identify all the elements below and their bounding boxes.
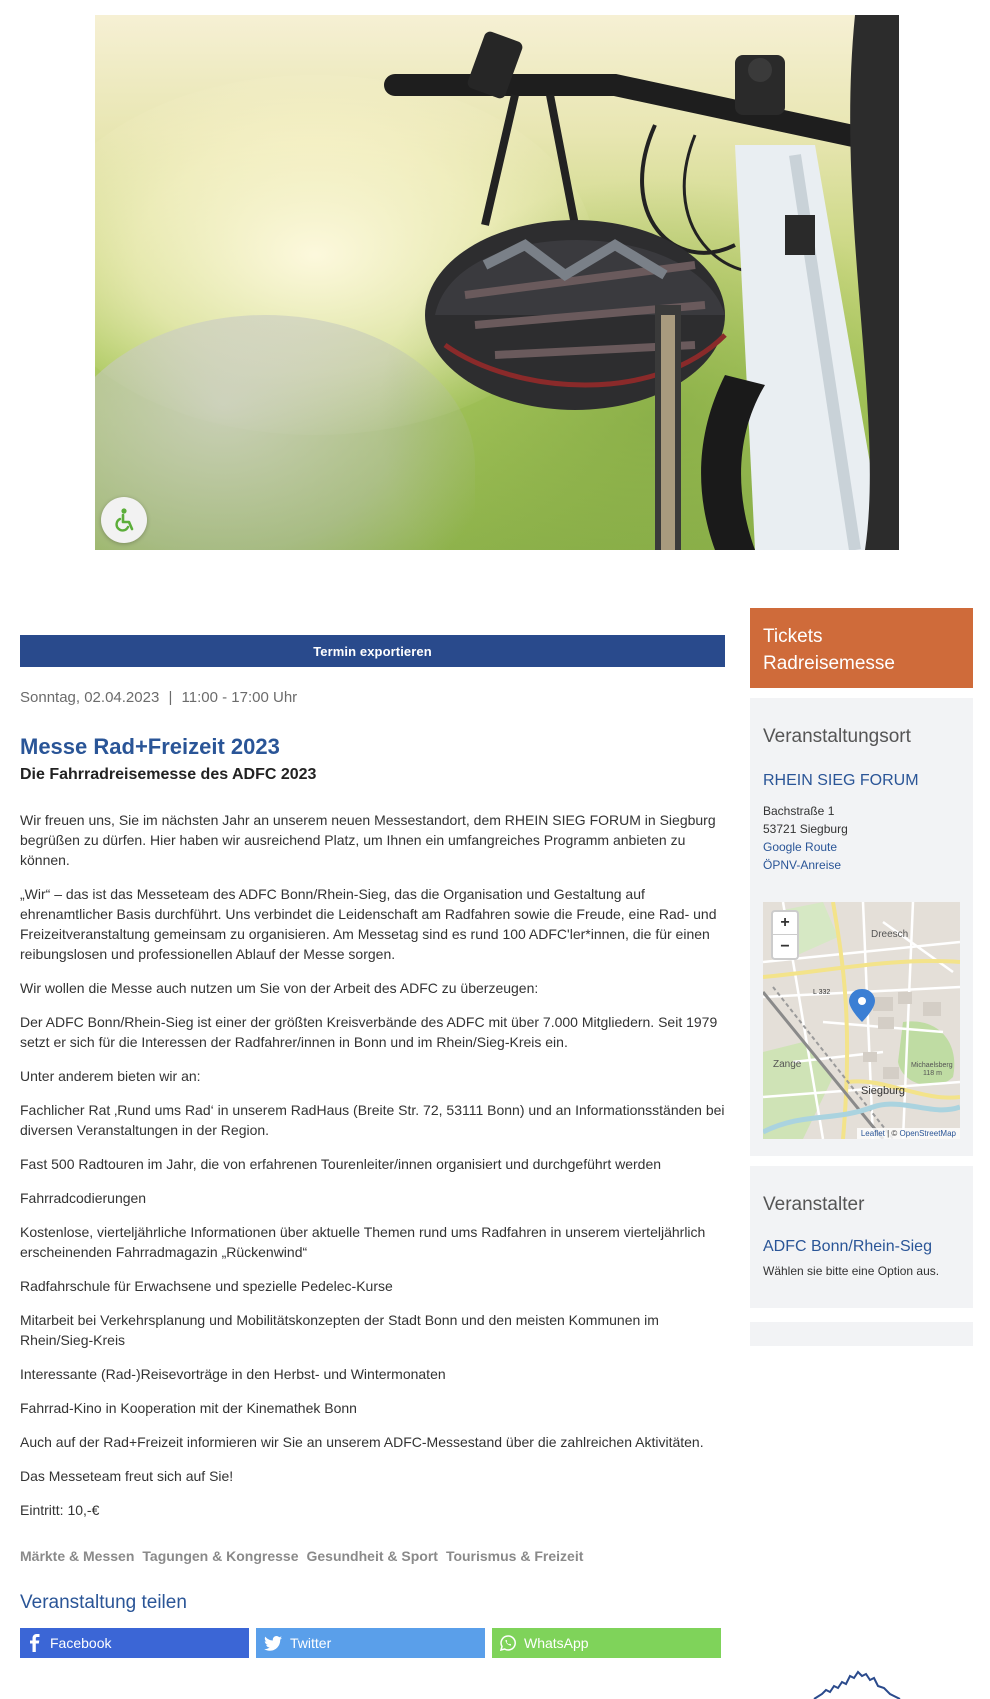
description-paragraph: Fast 500 Radtouren im Jahr, die von erfahrenen Tourenleiter/innen organisiert und durchgeführt werden (20, 1156, 662, 1172)
zoom-in-button[interactable]: + (773, 912, 797, 935)
event-date: Sonntag, 02.04.2023 (20, 689, 160, 706)
share-whatsapp-label: WhatsApp (524, 1635, 589, 1651)
main-content (20, 635, 725, 1658)
share-twitter-label: Twitter (290, 1635, 332, 1651)
tickets-label-line2: Radreisemesse (763, 653, 895, 674)
share-facebook-label: Facebook (50, 1635, 112, 1651)
transit-link[interactable]: ÖPNV-Anreise (763, 858, 842, 872)
share-facebook-button[interactable] (20, 1628, 249, 1658)
zoom-out-button[interactable]: − (780, 937, 790, 955)
organizer-name-link[interactable]: ADFC Bonn/Rhein-Sieg (763, 1238, 932, 1255)
facebook-icon (28, 1634, 42, 1652)
google-route-link[interactable]: Google Route (763, 840, 838, 854)
tag-tourismus-freizeit[interactable]: Tourismus & Freizeit (445, 1548, 584, 1564)
share-heading: Veranstaltung teilen (20, 1592, 187, 1613)
twitter-icon (264, 1636, 282, 1651)
map-attribution (857, 1128, 960, 1139)
description-paragraph: Der ADFC Bonn/Rhein-Sieg ist einer der größten Kreisverbände des ADFC mit über 7.000 Mitgliedern. Seit 1979 setzt er sich für die Interessen der Radfahrer/innen in Bonn und im Rhein/Sieg-Kreis ein. (20, 1014, 718, 1050)
venue-street: Bachstraße 1 (763, 804, 835, 818)
event-title: Messe Rad+Freizeit 2023 (20, 734, 280, 759)
city-skyline-logo (812, 1662, 902, 1699)
accessibility-button[interactable] (101, 497, 147, 543)
hero-image (95, 15, 899, 550)
venue-panel (750, 698, 973, 1156)
organizer-note: Wählen sie bitte eine Option aus. (763, 1264, 940, 1278)
description-paragraph: „Wir“ – das ist das Messeteam des ADFC Bonn/Rhein-Sieg, das die Organisation und Gestaltung auf ehrenamtlicher Basis durchführt. Uns verbindet die Leidenschaft am Radfahren sowie die Freude, eine Rad- und Freizeitveranstaltung gemeinsam zu organisieren. Am Messetag sind es rund 100 ADFC'ler*innen, die für einen reibungslosen und professionellen Ablauf der Messe sorgen. (20, 886, 717, 962)
description-paragraph: Fachlicher Rat ‚Rund ums Rad‘ in unserem RadHaus (Breite Str. 72, 53111 Bonn) und an Informationsständen bei diversen Veranstaltungen in der Region. (20, 1102, 725, 1138)
description-paragraph: Mitarbeit bei Verkehrsplanung und Mobilitätskonzepten der Stadt Bonn und den meisten Kommunen im Rhein/Sieg-Kreis (20, 1312, 659, 1348)
category-tags (20, 1548, 725, 1564)
map-label-zange: Zange (773, 1059, 802, 1070)
description-paragraph: Wir wollen die Messe auch nutzen um Sie von der Arbeit des ADFC zu überzeugen: (20, 980, 539, 996)
description-paragraph: Interessante (Rad-)Reisevorträge in den Herbst- und Wintermonaten (20, 1366, 446, 1382)
bicycle-illustration (95, 15, 899, 550)
map-label-l332: L 332 (813, 989, 831, 996)
description-paragraph: Wir freuen uns, Sie im nächsten Jahr an unserem neuen Messestandort, dem RHEIN SIEG FORUM in Siegburg begrüßen zu dürfen. Hier haben wir ausreichend Platz, um Ihnen ein umfangreiches Programm anbieten zu können. (20, 812, 716, 868)
event-time: 11:00 - 17:00 Uhr (181, 689, 298, 706)
event-description (20, 810, 725, 1520)
map-label-elevation: 118 m (923, 1070, 942, 1077)
osm-link[interactable]: OpenStreetMap (899, 1129, 956, 1138)
description-paragraph: Fahrrad-Kino in Kooperation mit der Kinemathek Bonn (20, 1400, 357, 1416)
event-date-time (20, 689, 725, 706)
venue-name-link[interactable]: RHEIN SIEG FORUM (763, 772, 919, 789)
description-paragraph: Radfahrschule für Erwachsene und spezielle Pedelec-Kurse (20, 1278, 393, 1294)
map-zoom-control (771, 910, 799, 960)
description-paragraph: Kostenlose, vierteljährliche Informationen über aktuelle Themen rund ums Radfahren in unserem vierteljährlich erscheinenden Fahrradmagazin „Rückenwind“ (20, 1224, 706, 1260)
entry-price: Eintritt: 10,-€ (20, 1502, 100, 1518)
attribution-separator: | © (884, 1129, 900, 1138)
leaflet-link[interactable]: Leaflet (860, 1129, 885, 1138)
tickets-label-line1: Tickets (763, 626, 823, 647)
venue-map[interactable] (763, 902, 960, 1139)
venue-address (763, 802, 960, 874)
wheelchair-icon (111, 507, 137, 533)
map-label-siegburg: Siegburg (861, 1085, 906, 1097)
description-paragraph: Fahrradcodierungen (20, 1190, 147, 1206)
description-paragraph: Das Messeteam freut sich auf Sie! (20, 1468, 234, 1484)
sidebar-empty-panel (750, 1322, 973, 1346)
tag-tagungen-kongresse[interactable]: Tagungen & Kongresse (142, 1548, 299, 1564)
venue-heading: Veranstaltungsort (763, 726, 911, 747)
tickets-button[interactable] (750, 608, 973, 688)
description-paragraph: Auch auf der Rad+Freizeit informieren wir Sie an unserem ADFC-Messestand über die zahlreichen Aktivitäten. (20, 1434, 704, 1450)
venue-city: 53721 Siegburg (763, 822, 848, 836)
organizer-panel (750, 1166, 973, 1308)
organizer-heading: Veranstalter (763, 1194, 865, 1215)
whatsapp-icon (500, 1635, 516, 1651)
export-event-button[interactable]: Termin exportieren (20, 635, 725, 667)
share-twitter-button[interactable] (256, 1628, 485, 1658)
map-label-dreesch: Dreesch (871, 929, 909, 940)
share-buttons (20, 1628, 725, 1658)
date-separator: | (168, 689, 173, 706)
description-paragraph: Unter anderem bieten wir an: (20, 1068, 201, 1084)
tag-gesundheit-sport[interactable]: Gesundheit & Sport (306, 1548, 438, 1564)
map-label-michaelsberg: Michaelsberg (911, 1062, 953, 1069)
event-subtitle: Die Fahrradreisemesse des ADFC 2023 (20, 766, 317, 783)
tag-maerkte-messen[interactable]: Märkte & Messen (20, 1548, 135, 1564)
share-whatsapp-button[interactable] (492, 1628, 721, 1658)
